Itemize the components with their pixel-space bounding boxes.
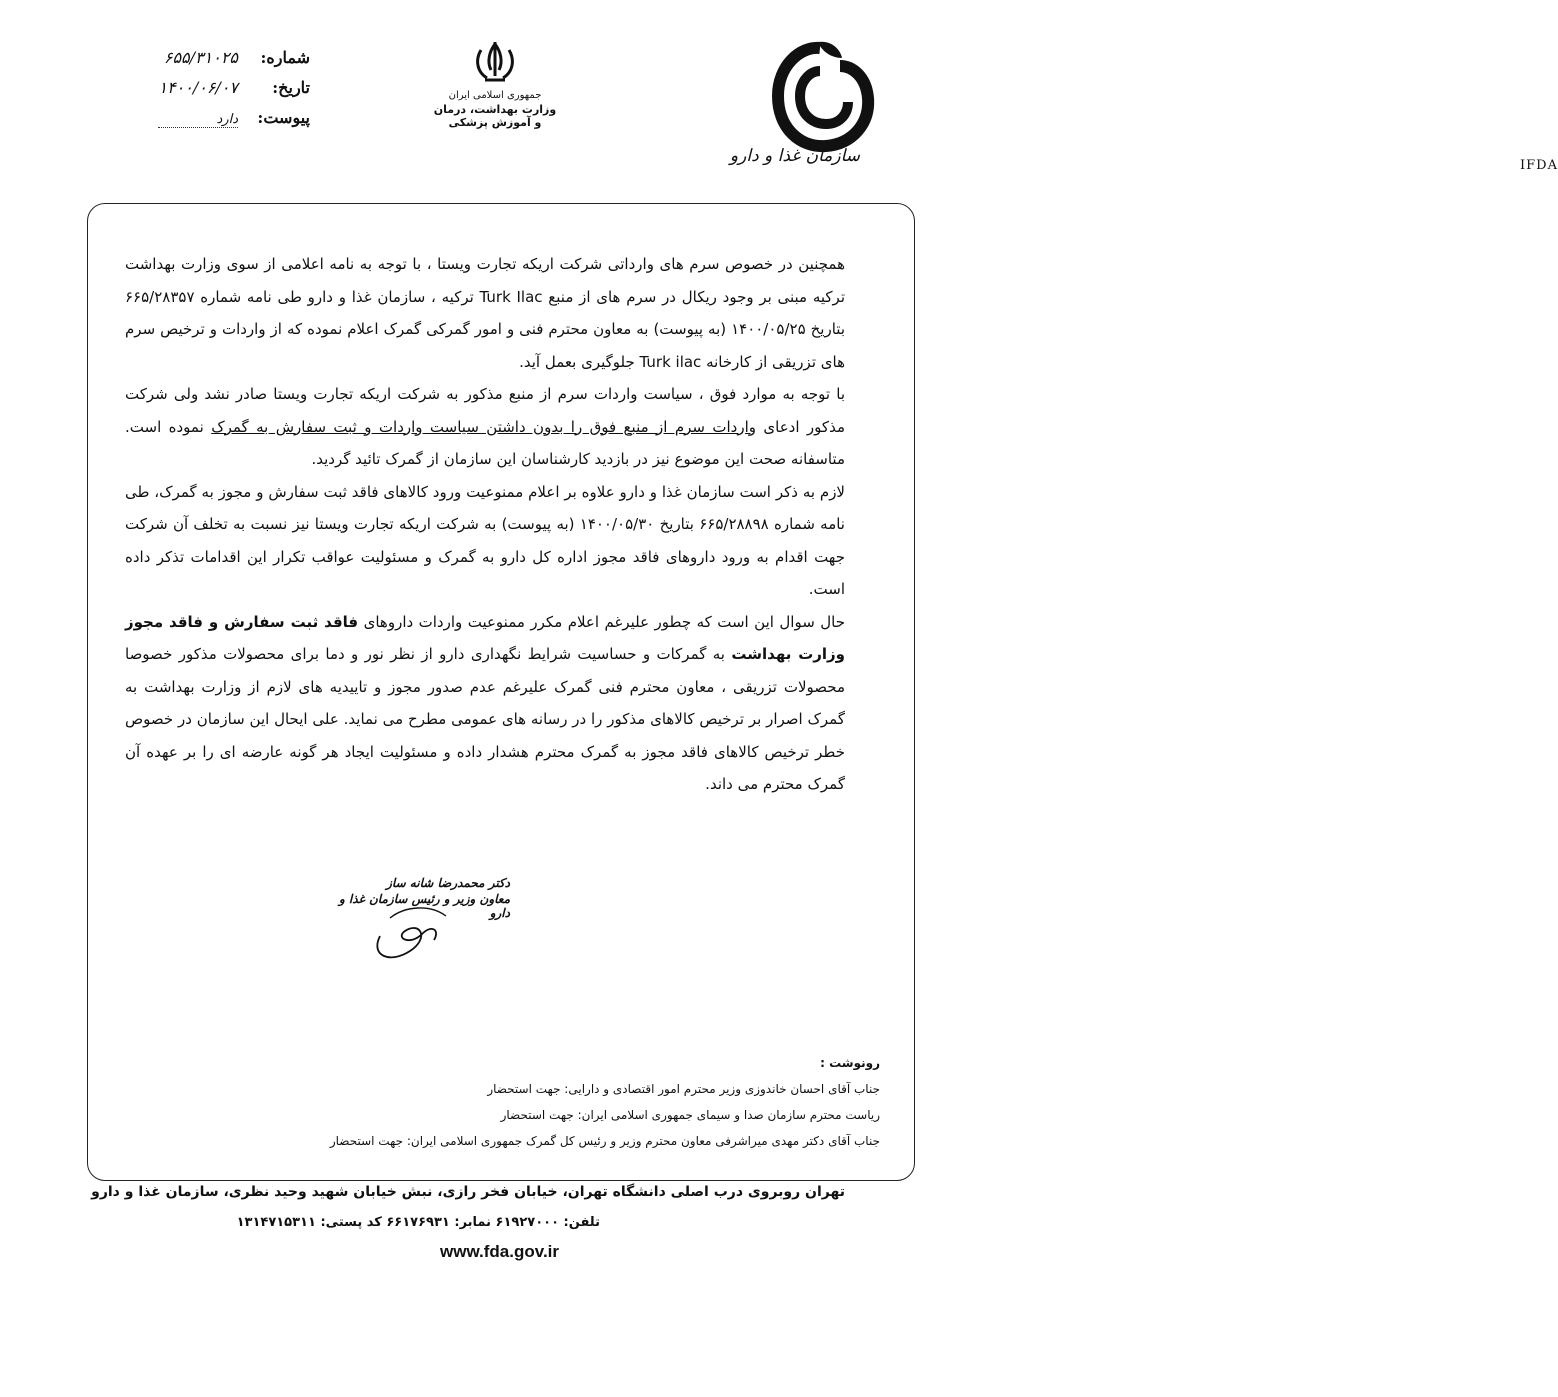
meta-number-row (130, 48, 310, 78)
cc-item: ریاست محترم سازمان صدا و سیمای جمهوری اسلامی ایران: جهت استحضار (500, 1108, 880, 1122)
date-value: ۱۴۰۰/۰۶/۰۷ (158, 78, 238, 97)
paragraph-4-end: به گمرکات و حساسیت شرایط نگهداری دارو از نظر نور و دما برای محصولات مذکور خصوصا محصولات تزریقی ، معاون محترم فنی گمرک علیرغم عدم صدور مجوز و تاییدیه های لازم از وزارت بهداشت به گمرک اصرار بر ترخیص کالاهای مذکور را در رسانه های عمومی مطرح می نماید. علی ایحال این سازمان در خصوص خطر ترخیص کالاهای فاقد مجوز به گمرک محترم هشدار داده و مسئولیت ایجاد هر گونه عارضه ای را بر عهده آن گمرک محترم می داند. (125, 645, 845, 793)
paragraph-4 (125, 606, 845, 801)
meta-date-row (130, 78, 310, 108)
fda-logo-icon (760, 36, 880, 156)
paragraph-4-bold: فاقد ثبت سفارش و فاقد مجوز وزارت بهداشت (125, 612, 846, 663)
paragraph-2 (125, 378, 845, 476)
number-value: ۶۵۵/۳۱۰۲۵ (163, 48, 238, 67)
paragraph-3: لازم به ذکر است سازمان غذا و دارو علاوه بر اعلام ممنوعیت ورود کالاهای فاقد ثبت سفارش و مجوز به گمرک، طی نامه شماره ۶۶۵/۲۸۸۹۸ بتاریخ ۱۴۰۰/۰۵/۳۰ (به پیوست) به شرکت اریکه تجارت ویستا نیز نسبت به تخلف آن شرکت جهت اقدام به ورود داروهای فاقد مجوز اداره کل دارو به گمرک و مسئولیت عواقب تکرار این اقدامات تذکر داده است. (125, 482, 845, 598)
gov-line-1: جمهوری اسلامی ایران (448, 90, 542, 101)
letterhead (0, 28, 1558, 198)
letter-body (125, 248, 845, 801)
signer-name: دکتر محمدرضا شانه ساز (386, 876, 510, 890)
cc-item: جناب آقای احسان خاندوزی وزیر محترم امور اقتصادی و دارایی: جهت استحضار (487, 1082, 880, 1096)
signer-title: معاون وزیر و رئیس سازمان غذا و دارو (338, 892, 510, 920)
number-label: شماره: (260, 48, 310, 67)
handwritten-signature (360, 896, 460, 966)
signature-block (320, 876, 510, 920)
footer-website: www.fda.gov.ir (440, 1242, 560, 1261)
letter-meta (130, 48, 310, 138)
footer-phone: تلفن: ۶۱۹۲۷۰۰۰ نمابر: ۶۶۱۷۶۹۳۱ کد پستی: ۱۳۱۴۷۱۵۳۱۱ (236, 1215, 600, 1230)
cc-title: رونوشت : (820, 1056, 880, 1070)
paragraph-4-start: حال سوال این است که چطور علیرغم اعلام مکرر ممنوعیت واردات داروهای (363, 612, 845, 631)
footer-address: تهران روبروی درب اصلی دانشگاه تهران، خیابان فخر رازی، نبش خیابان شهید وحید نظری، سازمان غذا و دارو (91, 1184, 845, 1200)
gov-line-3: و آموزش پزشکی (448, 116, 542, 129)
org-letters: IFDA (1520, 158, 1558, 173)
paragraph-2-underlined: واردات سرم از منبع فوق را بدون داشتن سیاست واردات و ثبت سفارش به گمرک (211, 417, 757, 436)
paragraph-1: همچنین در خصوص سرم های وارداتی شرکت اریکه تجارت ویستا ، با توجه به نامه اعلامی از سوی وزارت بهداشت ترکیه مبنی بر وجود ریکال در سرم های از منبع Turk Ilac ترکیه ، سازمان غذا و دارو طی نامه شماره ۶۶۵/۲۸۳۵۷ بتاریخ ۱۴۰۰/۰۵/۲۵ (به پیوست) به معاون محترم فنی و امور گمرکی گمرک اعلام نموده که از واردات و ترخیص سرم های تزریقی از کارخانه Turk ilac جلوگیری بعمل آید. (125, 255, 845, 371)
paragraph-2-start: با توجه به موارد فوق ، سیاست واردات سرم از منبع مذکور به شرکت اریکه تجارت ویستا صادر نشد ولی شرکت مذکور ادعای (125, 385, 845, 436)
gov-line-2: وزارت بهداشت، درمان (433, 103, 557, 116)
cc-item: جناب آقای دکتر مهدی میراشرفی معاون محترم وزیر و رئیس کل گمرک جمهوری اسلامی ایران: جهت استحضار (329, 1134, 880, 1148)
date-label: تاریخ: (272, 78, 310, 97)
paragraph-2-end: نموده است. متاسفانه صحت این موضوع نیز در بازدید کارشناسان این سازمان از گمرک تائید گردید. (125, 417, 845, 468)
iran-emblem-icon (471, 38, 519, 86)
government-emblem (420, 38, 570, 178)
attach-label: پیوست: (257, 108, 310, 127)
cc-list (300, 1050, 880, 1154)
org-name: سازمان غذا و دارو (729, 146, 860, 166)
meta-attach-row (130, 108, 310, 138)
attach-value: دارد (158, 112, 238, 128)
